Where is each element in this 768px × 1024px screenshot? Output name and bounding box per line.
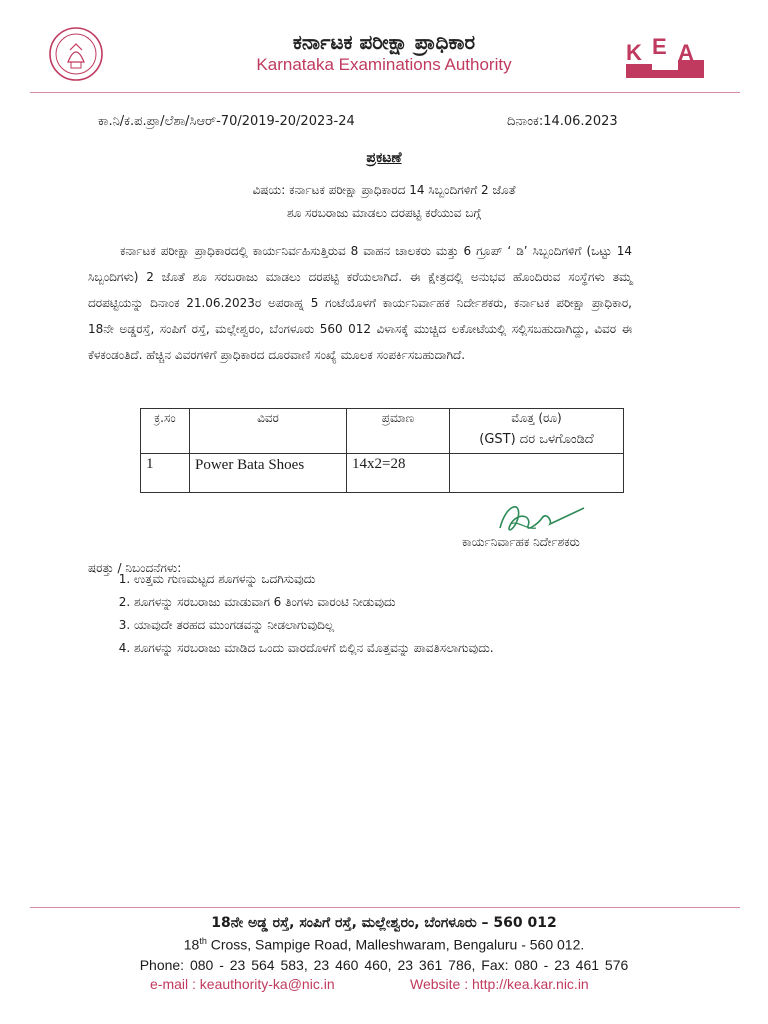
header-quantity: ಪ್ರಮಾಣ	[347, 409, 450, 454]
svg-text:E: E	[652, 34, 667, 59]
notice-body: ಕರ್ನಾಟಕ ಪರೀಕ್ಷಾ ಪ್ರಾಧಿಕಾರದಲ್ಲಿ ಕಾರ್ಯನಿರ್ವಹಿಸುತ್ತಿರುವ 8 ವಾಹನ ಚಾಲಕರು ಮತ್ತು 6 ಗ್ರೂಪ್ ‘ ಡಿ’ ಸಿಬ್ಬಂದಿಗಳಿಗೆ (ಒಟ್ಟು 14 ಸಿಬ್ಬಂದಿಗಳು) 2 ಜೊತೆ ಶೂ ಸರಬರಾಜು ಮಾಡಲು ದರಪಟ್ಟಿ ಕರೆಯಲಾಗಿದೆ. ಈ ಕ್ಷೇತ್ರದಲ್ಲಿ ಅನುಭವ ಹೊಂದಿರುವ ಸಂಸ್ಥೆಗಳು ತಮ್ಮ ದರಪಟ್ಟಿಯನ್ನು ದಿನಾಂಕ 21.06.2023ರ ಅಪರಾಹ್ನ 5 ಗಂಟೆಯೊಳಗೆ ಕಾರ್ಯನಿರ್ವಾಹಕ ನಿರ್ದೇಶಕರು, ಕರ್ನಾಟಕ ಪರೀಕ್ಷಾ ಪ್ರಾಧಿಕಾರ, 18ನೇ ಅಡ್ಡರಸ್ತೆ, ಸಂಪಿಗೆ ರಸ್ತೆ, ಮಲ್ಲೇಶ್ವರಂ, ಬೆಂಗಳೂರು 560 012 ವಿಳಾಸಕ್ಕೆ ಮುಚ್ಚಿದ ಲಕೋಟೆಯಲ್ಲಿ ಸಲ್ಲಿಸಬಹುದಾಗಿದ್ದು, ವಿವರ ಈ ಕೆಳಕಂಡಂತಿದೆ. ಹೆಚ್ಚಿನ ವಿವರಗಳಿಗೆ ಪ್ರಾಧಿಕಾರದ ದೂರವಾಣಿ ಸಂಖ್ಯೆ ಮೂಲಕ ಸಂಪರ್ಕಿಸಬಹುದಾಗಿದೆ.	[88, 244, 632, 362]
notice-date: ದಿನಾಂಕ:14.06.2023	[507, 114, 618, 129]
conditions-heading: ಷರತ್ತು / ನಿಬಂದನೆಗಳು:	[88, 561, 182, 575]
reference-number: ಕಾ.ನಿ/ಕ.ಪ.ಪ್ರಾ/ಲೆಶಾ/ಸಿಆರ್-70/2019-20/2023-24	[98, 114, 355, 129]
list-item: 4. ಶೂಗಳನ್ನು ಸರಬರಾಜು ಮಾಡಿದ ಒಂದು ವಾರದೊಳಗೆ ಬಿಲ್ಲಿನ ಮೊತ್ತವನ್ನು ಪಾವತಿಸಲಾಗುವುದು.	[134, 637, 694, 660]
table-header-row	[141, 409, 624, 454]
header-total	[450, 409, 624, 454]
subject-line-2: ಶೂ ಸರಬರಾಜು ಮಾಡಲು ದರಪಟ್ಟಿ ಕರೆಯುವ ಬಗ್ಗೆ	[287, 206, 481, 220]
address-ordinal: th	[199, 936, 207, 946]
svg-text:A: A	[678, 40, 694, 65]
address-rest: Cross, Sampige Road, Malleshwaram, Bengaluru - 560 012.	[206, 936, 585, 953]
footer-website-link[interactable]: Website : http://kea.kar.nic.in	[410, 976, 589, 992]
list-item: 1. ಉತ್ತಮ ಗುಣಮಟ್ಟದ ಶೂಗಳನ್ನು ಒದಗಿಸುವುದು	[134, 568, 694, 591]
row-description: Power Bata Shoes	[190, 454, 347, 493]
header-sl: ಕ್ರ.ಸಂ	[141, 409, 190, 454]
kea-logo-icon	[624, 30, 706, 80]
address-number: 18	[183, 936, 200, 953]
footer-address-kannada: 18ನೇ ಅಡ್ಡ ರಸ್ತೆ, ಸಂಪಿಗೆ ರಸ್ತೆ, ಮಲ್ಲೇಶ್ವರಂ, ಬೆಂಗಳೂರು – 560 012	[211, 915, 557, 931]
authority-name-english: Karnataka Examinations Authority	[256, 55, 512, 74]
authority-name-kannada: ಕರ್ನಾಟಕ ಪರೀಕ್ಷಾ ಪ್ರಾಧಿಕಾರ	[292, 30, 476, 54]
row-sl: 1	[141, 454, 190, 493]
footer-phone: Phone: 080 - 23 564 583, 23 460 460, 23 361 786, Fax: 080 - 23 461 576	[139, 957, 629, 973]
svg-text:K: K	[626, 40, 642, 65]
footer-divider	[30, 907, 740, 908]
notice-title: ಪ್ರಕಟಣೆ	[366, 150, 402, 166]
header-divider	[30, 92, 740, 93]
table-row	[141, 454, 624, 493]
conditions-list	[112, 568, 694, 660]
subject-line-1: ವಿಷಯ: ಕರ್ನಾಟಕ ಪರೀಕ್ಷಾ ಪ್ರಾಧಿಕಾರದ 14 ಸಿಬ್ಬಂದಿಗಳಿಗೆ 2 ಜೊತೆ	[252, 183, 516, 197]
header-total-line1: ಮೊತ್ತ (ರೂ)	[511, 411, 562, 425]
items-table	[140, 408, 624, 493]
row-quantity: 14x2=28	[347, 454, 450, 493]
row-total	[450, 454, 624, 493]
footer-address-english	[0, 936, 768, 953]
header-total-line2: (GST) ದರ ಒಳಗೊಂಡಿದೆ	[479, 432, 594, 447]
footer-email-link[interactable]: e-mail : keauthority-ka@nic.in	[150, 976, 335, 992]
list-item: 2. ಶೂಗಳನ್ನು ಸರಬರಾಜು ಮಾಡುವಾಗ 6 ತಿಂಗಳು ವಾರಂಟಿ ನೀಡುವುದು	[134, 591, 694, 614]
header-description: ವಿವರ	[190, 409, 347, 454]
signatory-title: ಕಾರ್ಯನಿರ್ವಾಹಕ ನಿರ್ದೇಶಕರು	[462, 535, 580, 549]
list-item: 3. ಯಾವುದೇ ತರಹದ ಮುಂಗಡವನ್ನು ನೀಡಲಾಗುವುದಿಲ್ಲ	[134, 614, 694, 637]
